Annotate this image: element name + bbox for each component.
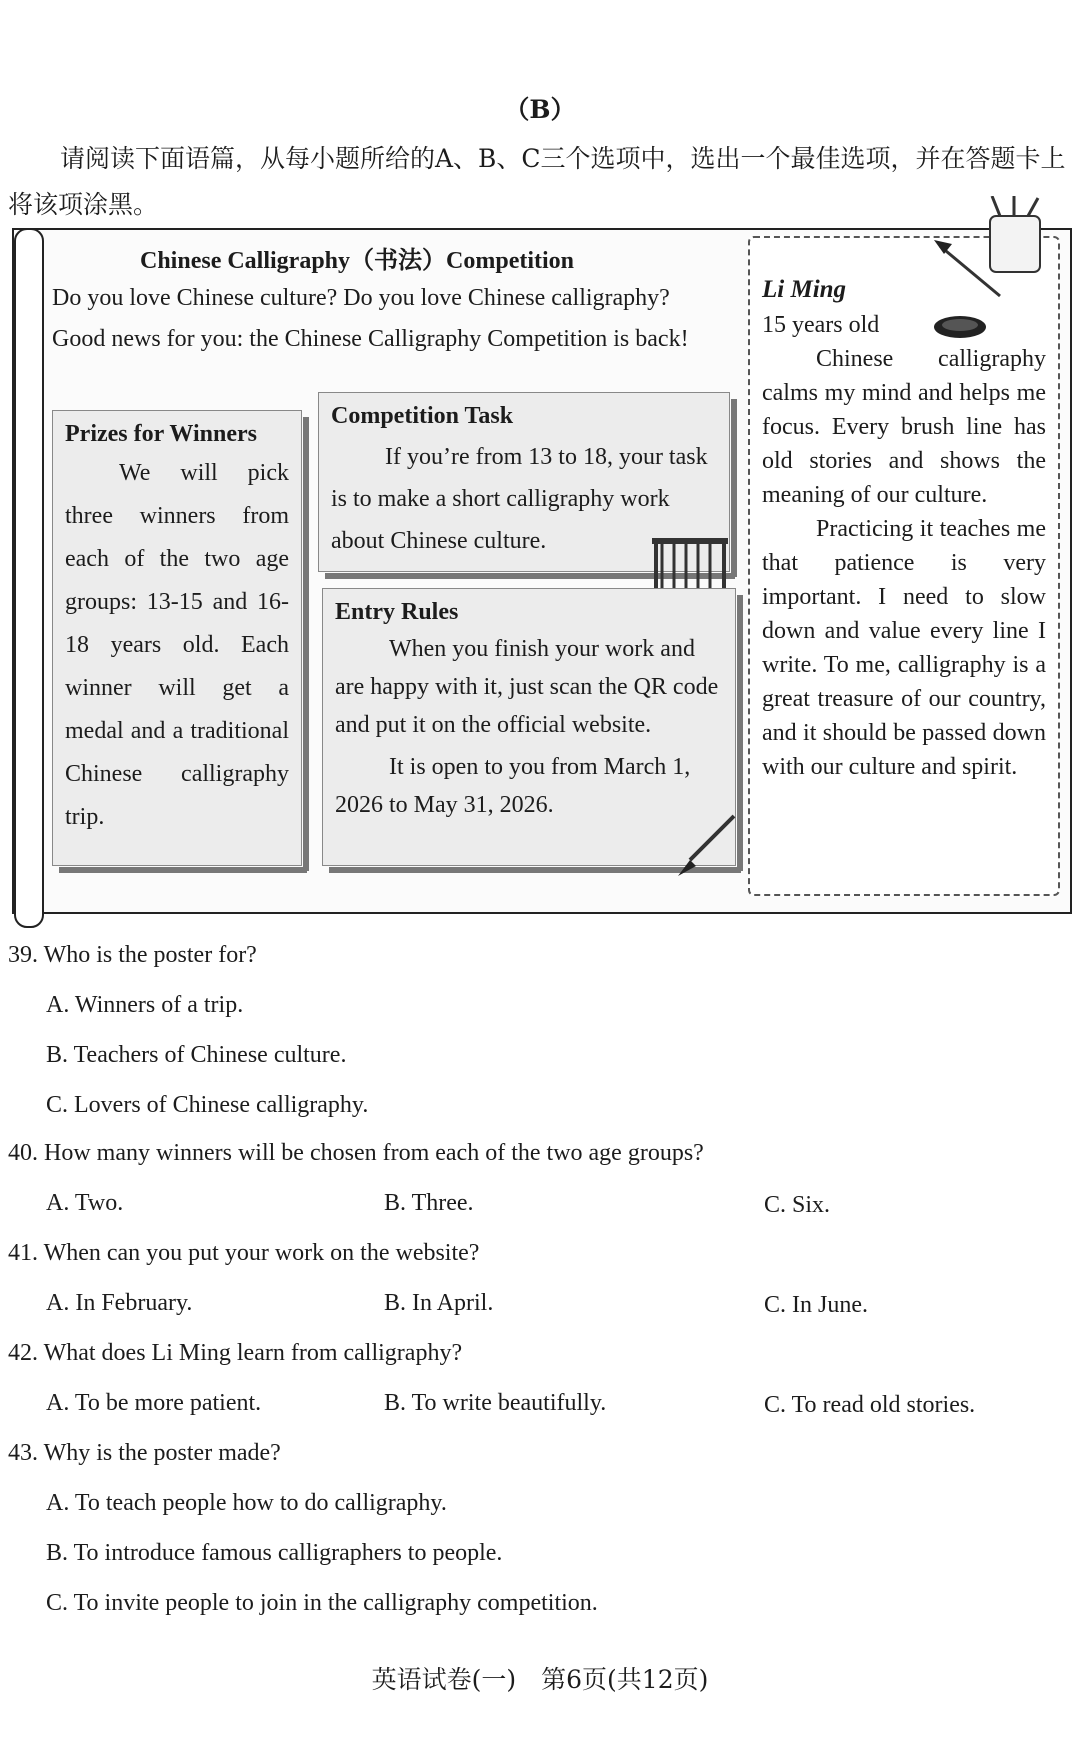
q43-option-c: C. To invite people to join in the calligraphy competition. <box>46 1590 598 1616</box>
rules-heading: Entry Rules <box>335 599 459 625</box>
rules-text-2: It is open to you from March 1, 2026 to May 31, 2026. <box>335 754 691 818</box>
q39-option-b: B. Teachers of Chinese culture. <box>46 1042 347 1068</box>
question-43: 43. Why is the poster made? <box>8 1440 281 1466</box>
rules-text-1: When you finish your work and are happy with it, just scan the QR code and put it on the official website. <box>335 636 719 738</box>
q43-option-a: A. To teach people how to do calligraphy. <box>46 1490 447 1516</box>
q41-option-b: B. In April. <box>384 1290 494 1316</box>
li-ming-testimonial <box>748 236 1060 896</box>
poster-intro: Do you love Chinese culture? Do you love Chinese calligraphy? Good news for you: the Chinese Calligraphy Competition is back! <box>52 285 689 352</box>
q41-option-c: C. In June. <box>764 1292 868 1318</box>
q40-option-a: A. Two. <box>46 1190 124 1216</box>
q41-option-a: A. In February. <box>46 1290 193 1316</box>
li-ming-paragraph-1: Chinese calligraphy calms my mind and helps me focus. Every brush line has old stories and shows the meaning of our culture. <box>762 346 1046 508</box>
calligraphy-brush-icon <box>672 810 742 880</box>
li-ming-paragraph-2: Practicing it teaches me that patience is very important. I need to slow down and value every line I write. To me, calligraphy is a great treasure of our country, and it should be passed down with our culture and spirit. <box>762 516 1046 780</box>
section-label: （B） <box>504 95 576 124</box>
q43-option-b: B. To introduce famous calligraphers to people. <box>46 1540 503 1566</box>
question-40: 40. How many winners will be chosen from each of the two age groups? <box>8 1140 704 1166</box>
q42-option-a: A. To be more patient. <box>46 1390 262 1416</box>
prizes-text: We will pick three winners from each of the two age groups: 13-15 and 16-18 years old. Each winner will get a medal and a traditional Chinese calligraphy trip. <box>65 460 289 830</box>
brush-pot-icon <box>930 196 1060 316</box>
q40-option-b: B. Three. <box>384 1190 474 1216</box>
scroll-rod-decoration <box>14 228 44 928</box>
q42-option-c: C. To read old stories. <box>764 1392 976 1418</box>
prizes-heading: Prizes for Winners <box>65 421 257 447</box>
li-ming-quote <box>762 342 1046 784</box>
prizes-box <box>52 410 302 866</box>
li-ming-name: Li Ming <box>762 276 847 303</box>
ink-stone-icon <box>930 312 990 342</box>
q40-option-c: C. Six. <box>764 1192 831 1218</box>
li-ming-age: 15 years old <box>762 312 880 338</box>
question-39: 39. Who is the poster for? <box>8 942 257 968</box>
poster-title: Chinese Calligraphy（书法）Competition <box>140 248 575 274</box>
page-footer: 英语试卷(一) 第6页(共12页) <box>371 1665 709 1694</box>
q42-option-b: B. To write beautifully. <box>384 1390 607 1416</box>
question-42: 42. What does Li Ming learn from calligraphy? <box>8 1340 463 1366</box>
instruction-text: 请阅读下面语篇，从每小题所给的A、B、C三个选项中，选出一个最佳选项，并在答题卡上将该项涂黑。 <box>8 144 1066 219</box>
q39-option-a: A. Winners of a trip. <box>46 992 244 1018</box>
task-heading: Competition Task <box>331 403 514 429</box>
q39-option-c: C. Lovers of Chinese calligraphy. <box>46 1092 369 1118</box>
question-41: 41. When can you put your work on the website? <box>8 1240 480 1266</box>
task-text: If you’re from 13 to 18, your task is to make a short calligraphy work about Chinese culture. <box>331 444 708 554</box>
